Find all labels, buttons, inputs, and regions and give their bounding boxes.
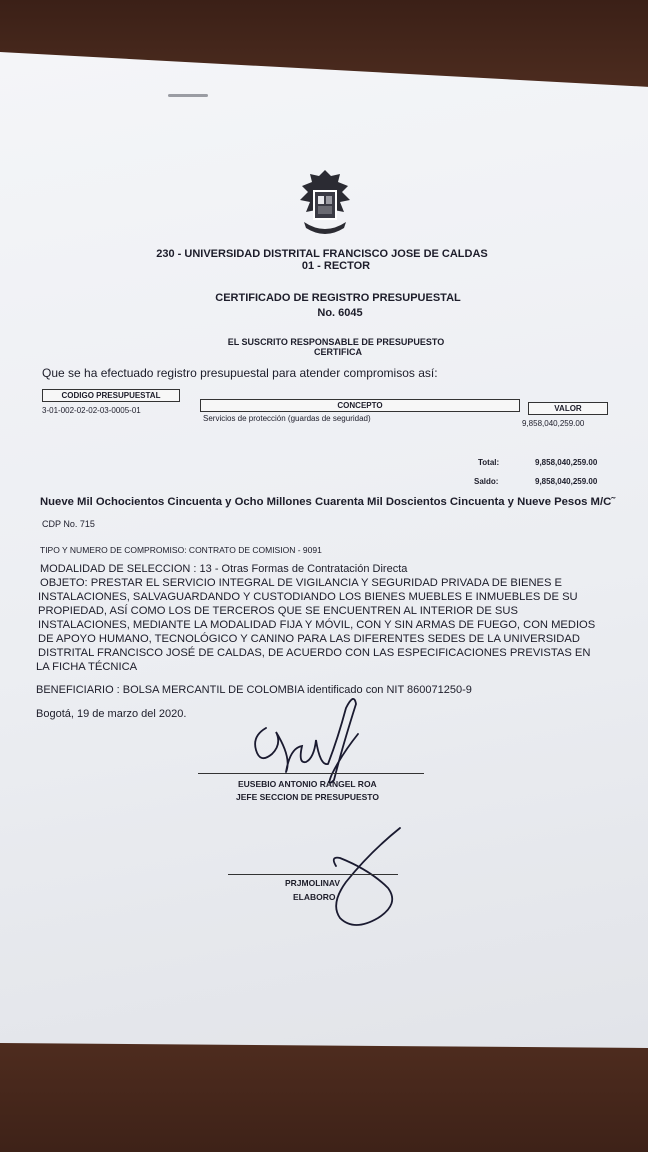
header-budget-code: CODIGO PRESUPUESTAL: [42, 389, 180, 402]
signature-elaboro: [300, 822, 410, 932]
object-line: LA FICHA TÉCNICA: [36, 661, 138, 673]
cdp-number: CDP No. 715: [42, 519, 95, 529]
row-concept: Servicios de protección (guardas de seguridad): [203, 414, 371, 423]
beneficiary: BENEFICIARIO : BOLSA MERCANTIL DE COLOMBIA identificado con NIT 860071250-9: [36, 684, 472, 696]
signer-name: EUSEBIO ANTONIO RANGEL ROA: [238, 779, 377, 789]
certificate-number: No. 6045: [317, 307, 363, 319]
balance-label: Saldo:: [474, 477, 499, 486]
institution-name: 230 - UNIVERSIDAD DISTRITAL FRANCISCO JOSE DE CALDAS: [156, 248, 488, 260]
amount-in-words: Nueve Mil Ochocientos Cincuenta y Ocho Millones Cuarenta Mil Doscientos Cincuenta y Nueve Pesos M/C˜: [40, 496, 616, 508]
certifier-line-2: CERTIFICA: [314, 347, 362, 357]
preparer-name: PRJMOLINAV: [285, 878, 341, 888]
commitment-type: TIPO Y NUMERO DE COMPROMISO: CONTRATO DE COMISION - 9091: [40, 545, 322, 555]
object-line: DISTRITAL FRANCISCO JOSÉ DE CALDAS, DE ACUERDO CON LAS ESPECIFICACIONES PREVISTAS EN: [38, 647, 591, 659]
intro-text: Que se ha efectuado registro presupuestal para atender compromisos así:: [42, 366, 438, 380]
object-line: INSTALACIONES, SALVAGUARDANDO Y CUSTODIANDO LOS BIENES MUEBLES E INMUEBLES DE SU: [38, 591, 578, 603]
header-concept: CONCEPTO: [200, 399, 520, 412]
certifier-line-1: EL SUSCRITO RESPONSABLE DE PRESUPUESTO: [227, 337, 445, 347]
row-value: 9,858,040,259.00: [522, 419, 585, 428]
header-value: VALOR: [528, 402, 608, 415]
total-label: Total:: [478, 458, 500, 467]
object-line: OBJETO: PRESTAR EL SERVICIO INTEGRAL DE VIGILANCIA Y SEGURIDAD PRIVADA DE BIENES E: [40, 577, 563, 589]
place-date: Bogotá, 19 de marzo del 2020.: [36, 708, 187, 720]
signature-line: [198, 773, 424, 774]
document-title: CERTIFICADO DE REGISTRO PRESUPUESTAL: [215, 292, 461, 304]
desk-background-bottom: [0, 1030, 648, 1152]
preparer-signature-line: [228, 874, 398, 875]
object-line: PROPIEDAD, ASÍ COMO LOS DE TERCEROS QUE SE ENCUENTREN AL INTERIOR DE SUS: [38, 605, 518, 617]
selection-modality: MODALIDAD DE SELECCION : 13 - Otras Formas de Contratación Directa: [40, 563, 408, 575]
total-value: 9,858,040,259.00: [535, 458, 598, 467]
staple-mark: [168, 94, 208, 97]
object-line: INSTALACIONES, MEDIANTE LA MODALIDAD FIJA Y MÓVIL, CON Y SIN ARMAS DE FUEGO, CON MEDIOS: [38, 619, 596, 631]
university-crest-logo: [296, 168, 354, 238]
signer-role: JEFE SECCION DE PRESUPUESTO: [236, 792, 379, 802]
preparer-role: ELABORO: [293, 892, 336, 902]
balance-value: 9,858,040,259.00: [535, 477, 598, 486]
unit-name: 01 - RECTOR: [301, 260, 371, 272]
object-line: DE APOYO HUMANO, TECNOLÓGICO Y CANINO PARA LAS DIFERENTES SEDES DE LA UNIVERSIDAD: [38, 633, 580, 645]
row-budget-code: 3-01-002-02-02-03-0005-01: [42, 406, 141, 415]
